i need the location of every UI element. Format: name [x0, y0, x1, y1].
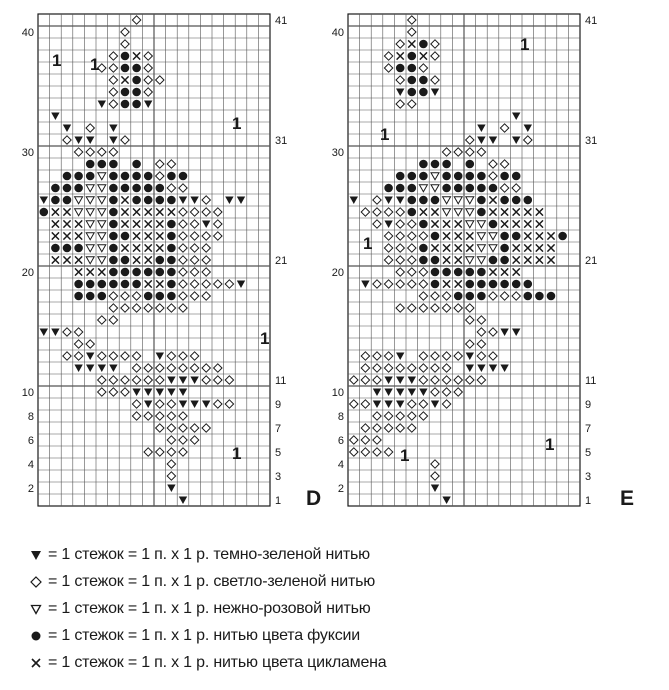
stitch-fuchsia: [431, 232, 440, 241]
row-number-left: 6: [337, 435, 344, 447]
stitch-fuchsia: [419, 244, 428, 253]
stitch-fuchsia: [63, 172, 72, 181]
row-number-left: 10: [21, 387, 34, 399]
stitch-fuchsia: [477, 292, 486, 301]
stitch-fuchsia: [167, 172, 176, 181]
stitch-fuchsia: [74, 172, 83, 181]
row-number-right: 3: [585, 471, 592, 483]
stitch-fuchsia: [86, 280, 95, 289]
stitch-fuchsia: [408, 196, 417, 205]
stitch-fuchsia: [167, 256, 176, 265]
stitch-fuchsia: [500, 244, 509, 253]
row-number-left: 40: [331, 27, 344, 39]
row-number-right: 41: [585, 15, 598, 27]
stitch-fuchsia: [121, 256, 130, 265]
stitch-fuchsia: [109, 172, 118, 181]
stitch-fuchsia: [477, 172, 486, 181]
stitch-fuchsia: [132, 268, 141, 277]
stitch-fuchsia: [109, 268, 118, 277]
row-number-left: 10: [331, 387, 344, 399]
stitch-fuchsia: [132, 76, 141, 85]
stitch-fuchsia: [144, 184, 153, 193]
stitch-fuchsia: [419, 196, 428, 205]
stitch-fuchsia: [156, 256, 165, 265]
stitch-fuchsia: [167, 292, 176, 301]
stitch-fuchsia: [419, 172, 428, 181]
chart-label: D: [306, 487, 322, 510]
stitch-fuchsia: [466, 280, 475, 289]
stitch-fuchsia: [466, 160, 475, 169]
stitch-fuchsia: [40, 208, 49, 217]
region-mark: 1: [520, 35, 530, 54]
stitch-fuchsia: [132, 64, 141, 73]
stitch-fuchsia: [489, 220, 498, 229]
stitch-fuchsia: [431, 268, 440, 277]
stitch-fuchsia: [98, 292, 107, 301]
stitch-fuchsia: [512, 232, 521, 241]
row-number-right: 31: [275, 135, 288, 147]
stitch-fuchsia: [489, 256, 498, 265]
stitch-fuchsia: [396, 172, 405, 181]
stitch-fuchsia: [144, 196, 153, 205]
stitch-fuchsia: [132, 88, 141, 97]
stitch-fuchsia: [454, 172, 463, 181]
stitch-fuchsia: [121, 52, 130, 61]
row-number-right: 1: [585, 495, 592, 507]
row-number-right: 11: [275, 375, 287, 387]
stitch-fuchsia: [121, 280, 130, 289]
row-number-right: 1: [275, 495, 282, 507]
row-number-left: 2: [27, 483, 34, 495]
stitch-fuchsia: [109, 208, 118, 217]
stitch-fuchsia: [179, 172, 188, 181]
stitch-fuchsia: [109, 256, 118, 265]
stitch-fuchsia: [74, 280, 83, 289]
stitch-fuchsia: [144, 268, 153, 277]
stitch-fuchsia: [167, 244, 176, 253]
stitch-fuchsia: [466, 292, 475, 301]
stitch-fuchsia: [442, 172, 451, 181]
stitch-fuchsia: [477, 280, 486, 289]
legend-item-dark-green: [30, 541, 650, 568]
region-mark: 1: [260, 329, 270, 348]
stitch-fuchsia: [442, 268, 451, 277]
stitch-fuchsia: [512, 172, 521, 181]
stitch-fuchsia: [98, 280, 107, 289]
stitch-fuchsia: [121, 232, 130, 241]
stitch-fuchsia: [500, 256, 509, 265]
stitch-fuchsia: [121, 172, 130, 181]
stitch-fuchsia: [121, 268, 130, 277]
row-number-right: 7: [275, 423, 282, 435]
stitch-fuchsia: [121, 88, 130, 97]
row-number-right: 11: [585, 375, 597, 387]
stitch-fuchsia: [419, 88, 428, 97]
stitch-fuchsia: [408, 76, 417, 85]
stitch-fuchsia: [431, 280, 440, 289]
stitch-fuchsia: [408, 184, 417, 193]
row-number-right: 21: [275, 255, 288, 267]
legend-text-light-green: = 1 стежок = 1 п. х 1 р. светло-зеленой нитью: [48, 572, 376, 590]
region-mark: 1: [52, 51, 62, 70]
legend-text-fuchsia: = 1 стежок = 1 п. х 1 р. нитью цвета фуксии: [48, 626, 360, 644]
row-number-right: 9: [275, 399, 282, 411]
row-number-left: 4: [27, 459, 34, 471]
stitch-fuchsia: [144, 172, 153, 181]
legend-text-dark-green: = 1 стежок = 1 п. х 1 р. темно-зеленой нитью: [48, 545, 370, 563]
stitch-fuchsia: [419, 40, 428, 49]
stitch-fuchsia: [489, 184, 498, 193]
stitch-fuchsia: [477, 268, 486, 277]
stitch-fuchsia: [167, 232, 176, 241]
stitch-fuchsia: [524, 280, 533, 289]
cross-icon: [30, 657, 42, 669]
stitch-fuchsia: [547, 292, 556, 301]
row-number-left: 8: [27, 411, 34, 423]
stitch-fuchsia: [167, 220, 176, 229]
row-number-right: 7: [585, 423, 592, 435]
stitch-fuchsia: [442, 184, 451, 193]
stitch-fuchsia: [98, 160, 107, 169]
stitch-fuchsia: [167, 268, 176, 277]
row-number-right: 3: [275, 471, 282, 483]
stitch-fuchsia: [132, 196, 141, 205]
stitch-fuchsia: [408, 88, 417, 97]
stitch-fuchsia: [156, 292, 165, 301]
stitch-fuchsia: [51, 184, 60, 193]
triangle-outline-icon: [30, 603, 42, 615]
stitch-fuchsia: [74, 184, 83, 193]
stitch-fuchsia: [408, 172, 417, 181]
diamond-outline-icon: [30, 576, 42, 588]
stitch-fuchsia: [431, 256, 440, 265]
stitch-fuchsia: [51, 196, 60, 205]
stitch-fuchsia: [558, 232, 567, 241]
stitch-fuchsia: [419, 76, 428, 85]
stitch-fuchsia: [384, 184, 393, 193]
stitch-fuchsia: [454, 184, 463, 193]
row-number-left: 6: [27, 435, 34, 447]
row-number-left: 20: [331, 267, 344, 279]
stitch-fuchsia: [408, 208, 417, 217]
region-mark: 1: [363, 234, 373, 253]
legend: [30, 541, 650, 676]
row-number-left: 8: [337, 411, 344, 423]
stitch-fuchsia: [419, 160, 428, 169]
stitch-fuchsia: [109, 184, 118, 193]
stitch-fuchsia: [466, 172, 475, 181]
stitch-fuchsia: [63, 244, 72, 253]
stitch-fuchsia: [408, 52, 417, 61]
triangle-filled-icon: [30, 549, 42, 561]
stitch-fuchsia: [121, 64, 130, 73]
stitch-fuchsia: [396, 184, 405, 193]
stitch-fuchsia: [86, 172, 95, 181]
stitch-fuchsia: [132, 184, 141, 193]
region-mark: 1: [90, 55, 100, 74]
stitch-fuchsia: [86, 292, 95, 301]
stitch-fuchsia: [442, 160, 451, 169]
stitch-fuchsia: [109, 280, 118, 289]
stitch-fuchsia: [396, 64, 405, 73]
stitch-fuchsia: [109, 232, 118, 241]
stitch-fuchsia: [500, 196, 509, 205]
stitch-fuchsia: [524, 196, 533, 205]
row-number-right: 31: [585, 135, 598, 147]
legend-item-fuchsia: [30, 622, 650, 649]
stitch-fuchsia: [144, 292, 153, 301]
stitch-fuchsia: [466, 184, 475, 193]
stitch-fuchsia: [512, 280, 521, 289]
stitch-fuchsia: [51, 244, 60, 253]
stitch-fuchsia: [109, 196, 118, 205]
legend-item-light-green: [30, 568, 650, 595]
region-mark: 1: [232, 444, 242, 463]
stitch-fuchsia: [431, 196, 440, 205]
stitch-fuchsia: [419, 220, 428, 229]
stitch-fuchsia: [109, 220, 118, 229]
stitch-fuchsia: [524, 292, 533, 301]
row-number-right: 21: [585, 255, 598, 267]
stitch-fuchsia: [63, 184, 72, 193]
stitch-fuchsia: [512, 196, 521, 205]
stitch-fuchsia: [156, 196, 165, 205]
stitch-fuchsia: [535, 292, 544, 301]
stitch-fuchsia: [419, 256, 428, 265]
stitch-fuchsia: [431, 160, 440, 169]
legend-item-cyclamen: [30, 649, 650, 676]
stitch-fuchsia: [454, 292, 463, 301]
stitch-fuchsia: [167, 196, 176, 205]
stitch-fuchsia: [109, 244, 118, 253]
stitch-fuchsia: [500, 280, 509, 289]
row-number-left: 20: [21, 267, 34, 279]
stitch-fuchsia: [109, 160, 118, 169]
stitch-fuchsia: [466, 268, 475, 277]
stitch-fuchsia: [500, 172, 509, 181]
stitch-fuchsia: [132, 172, 141, 181]
stitch-fuchsia: [74, 244, 83, 253]
chart-E: [332, 14, 634, 510]
circle-filled-icon: [30, 630, 42, 642]
row-number-left: 30: [331, 147, 344, 159]
stitch-fuchsia: [132, 100, 141, 109]
region-mark: 1: [400, 446, 410, 465]
stitch-fuchsia: [500, 232, 509, 241]
stitch-fuchsia: [63, 196, 72, 205]
region-mark: 1: [380, 125, 390, 144]
stitch-fuchsia: [74, 292, 83, 301]
legend-text-cyclamen: = 1 стежок = 1 п. х 1 р. нитью цвета цикламена: [48, 653, 387, 671]
chart-D: [22, 14, 321, 510]
stitch-fuchsia: [156, 184, 165, 193]
stitch-fuchsia: [477, 196, 486, 205]
stitch-fuchsia: [121, 184, 130, 193]
stitch-fuchsia: [132, 160, 141, 169]
row-number-left: 4: [337, 459, 344, 471]
row-number-right: 9: [585, 399, 592, 411]
stitch-fuchsia: [156, 268, 165, 277]
stitch-fuchsia: [408, 64, 417, 73]
region-mark: 1: [545, 435, 555, 454]
row-number-left: 30: [21, 147, 34, 159]
stitch-fuchsia: [454, 268, 463, 277]
legend-item-pale-pink: [30, 595, 650, 622]
stitch-fuchsia: [477, 208, 486, 217]
stitch-fuchsia: [121, 100, 130, 109]
stitch-fuchsia: [477, 184, 486, 193]
stitch-fuchsia: [132, 280, 141, 289]
row-number-left: 2: [337, 483, 344, 495]
row-number-right: 41: [275, 15, 288, 27]
stitch-fuchsia: [167, 280, 176, 289]
chart-label: E: [620, 487, 635, 510]
stitch-fuchsia: [86, 160, 95, 169]
region-mark: 1: [232, 114, 242, 133]
legend-text-pale-pink: = 1 стежок = 1 п. х 1 р. нежно-розовой нитью: [48, 599, 371, 617]
row-number-right: 5: [585, 447, 592, 459]
row-number-right: 5: [275, 447, 282, 459]
row-number-left: 40: [21, 27, 34, 39]
stitch-fuchsia: [489, 280, 498, 289]
